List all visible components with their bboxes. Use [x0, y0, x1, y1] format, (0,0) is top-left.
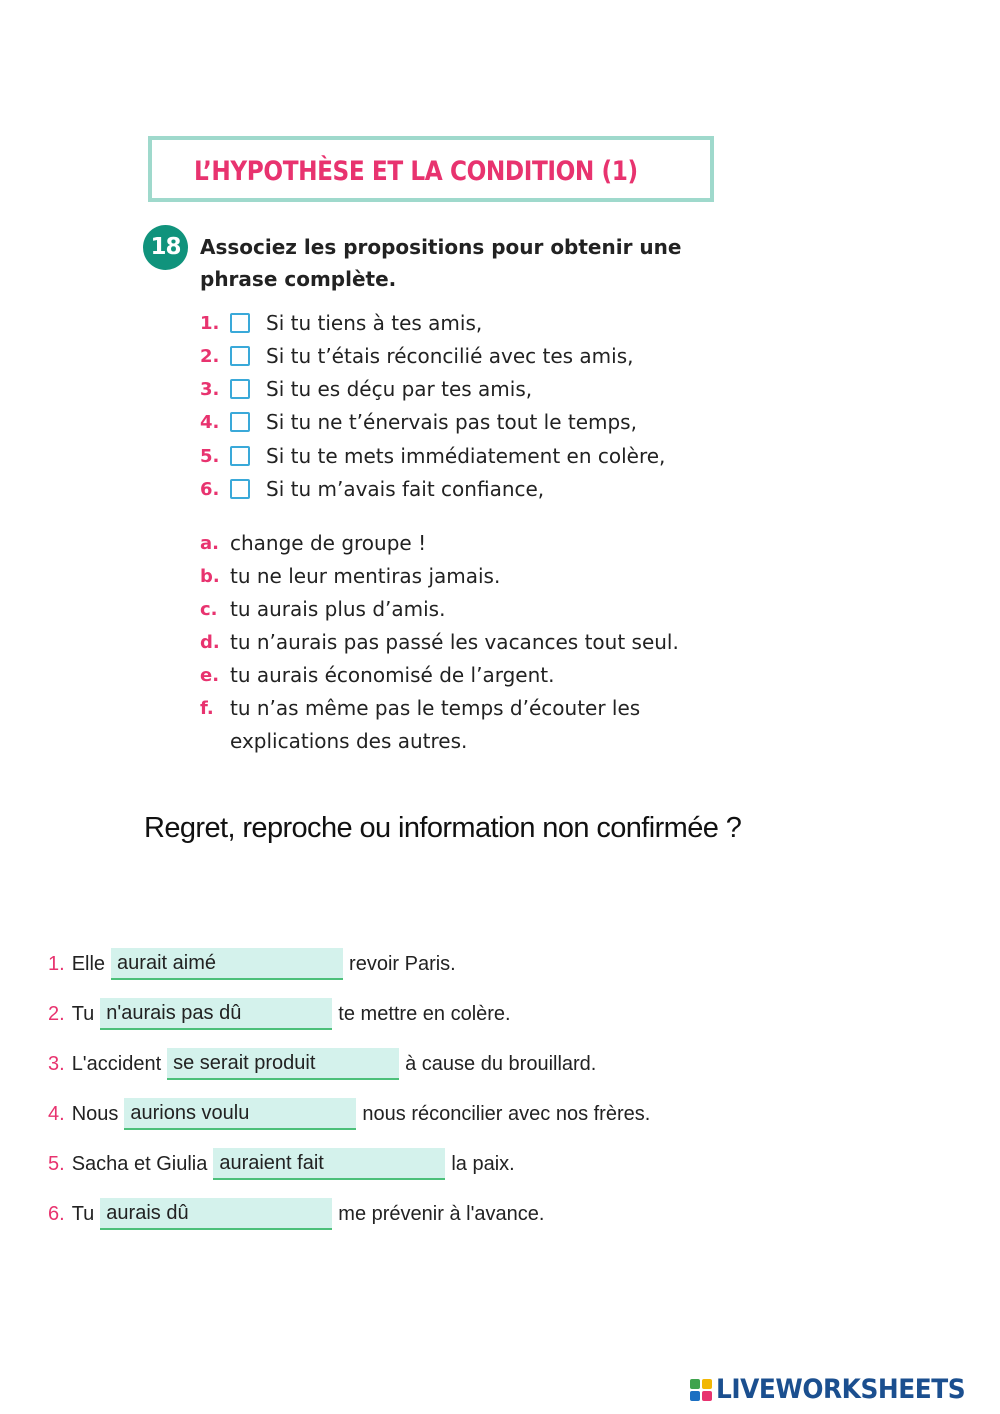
- sentence-row: [48, 997, 511, 1031]
- proposition-number: 6.: [200, 478, 220, 500]
- answer-input[interactable]: se serait produit: [167, 1048, 399, 1080]
- sentence-number: 5.: [48, 1152, 65, 1175]
- answer-checkbox[interactable]: [230, 379, 250, 399]
- proposition-number: 5.: [200, 445, 220, 467]
- sentence-number: 6.: [48, 1202, 65, 1225]
- sentence-number: 3.: [48, 1052, 65, 1075]
- consequence-text: tu aurais économisé de l’argent.: [230, 663, 555, 687]
- sentence-row: [48, 1097, 650, 1131]
- proposition-item: [200, 307, 482, 339]
- sentence-after: te mettre en colère.: [338, 1002, 511, 1025]
- consequence-letter: e.: [200, 664, 220, 686]
- sentence-after: nous réconcilier avec nos frères.: [362, 1102, 651, 1125]
- exercise-instruction: [200, 231, 720, 295]
- sentence-row: [48, 1047, 596, 1081]
- consequence-item: [200, 659, 554, 691]
- answer-input[interactable]: auraient fait: [213, 1148, 445, 1180]
- answer-checkbox[interactable]: [230, 346, 250, 366]
- sentence-after: revoir Paris.: [349, 952, 456, 975]
- sentence-after: me prévenir à l'avance.: [338, 1202, 545, 1225]
- answer-input[interactable]: aurais dû: [100, 1198, 332, 1230]
- consequence-letter: c.: [200, 598, 218, 620]
- proposition-item: [200, 440, 665, 472]
- consequence-continuation: explications des autres.: [230, 729, 468, 753]
- consequence-item: [200, 593, 445, 625]
- sentence-before: Tu: [71, 1202, 95, 1225]
- sentence-after: la paix.: [451, 1152, 515, 1175]
- page-title: L’HYPOTHÈSE ET LA CONDITION (1): [194, 156, 638, 187]
- consequence-letter: d.: [200, 631, 220, 653]
- answer-input[interactable]: aurions voulu: [124, 1098, 356, 1130]
- logo-square: [690, 1379, 700, 1389]
- answer-checkbox[interactable]: [230, 412, 250, 432]
- proposition-item: [200, 340, 634, 372]
- proposition-text: Si tu es déçu par tes amis,: [266, 377, 533, 401]
- sentence-row: [48, 1147, 515, 1181]
- answer-checkbox[interactable]: [230, 446, 250, 466]
- proposition-number: 2.: [200, 345, 220, 367]
- sentence-before: L'accident: [71, 1052, 162, 1075]
- sentence-before: Sacha et Giulia: [71, 1152, 208, 1175]
- title-box: [148, 136, 714, 202]
- brand-name: LIVEWORKSHEETS: [716, 1374, 966, 1405]
- proposition-text: Si tu t’étais réconcilié avec tes amis,: [266, 344, 634, 368]
- logo-square: [702, 1379, 712, 1389]
- answer-checkbox[interactable]: [230, 479, 250, 499]
- sentence-after: à cause du brouillard.: [405, 1052, 597, 1075]
- answer-input[interactable]: aurait aimé: [111, 948, 343, 980]
- proposition-item: [200, 373, 532, 405]
- sentence-number: 1.: [48, 952, 65, 975]
- consequence-item: [200, 626, 679, 658]
- proposition-text: Si tu ne t’énervais pas tout le temps,: [266, 410, 637, 434]
- section-title: Regret, reproche ou information non confirmée ?: [144, 812, 742, 844]
- proposition-number: 1.: [200, 312, 220, 334]
- consequence-item: [200, 560, 500, 592]
- proposition-number: 4.: [200, 411, 220, 433]
- instruction-line-1: Associez les propositions pour obtenir une: [200, 235, 682, 259]
- liveworksheets-logo-icon: [690, 1379, 712, 1401]
- consequence-letter: b.: [200, 565, 220, 587]
- exercise-number-badge: 18: [143, 225, 188, 270]
- proposition-number: 3.: [200, 378, 220, 400]
- sentence-before: Tu: [71, 1002, 95, 1025]
- instruction-line-2: phrase complète.: [200, 267, 397, 291]
- consequence-letter: a.: [200, 532, 219, 554]
- consequence-letter: f.: [200, 697, 214, 719]
- consequence-text: tu aurais plus d’amis.: [230, 597, 446, 621]
- consequence-item: [200, 527, 426, 559]
- logo-square: [690, 1391, 700, 1401]
- sentence-before: Nous: [71, 1102, 119, 1125]
- consequence-text: tu n’as même pas le temps d’écouter les: [230, 696, 641, 720]
- consequence-text: change de groupe !: [230, 531, 427, 555]
- answer-checkbox[interactable]: [230, 313, 250, 333]
- proposition-text: Si tu te mets immédiatement en colère,: [266, 444, 666, 468]
- consequence-text: tu n’aurais pas passé les vacances tout seul.: [230, 630, 679, 654]
- sentence-row: [48, 947, 456, 981]
- consequence-item: [200, 692, 640, 724]
- consequence-text: tu ne leur mentiras jamais.: [230, 564, 501, 588]
- sentence-before: Elle: [71, 952, 106, 975]
- logo-square: [702, 1391, 712, 1401]
- proposition-text: Si tu tiens à tes amis,: [266, 311, 483, 335]
- proposition-item: [200, 473, 544, 505]
- sentence-number: 4.: [48, 1102, 65, 1125]
- sentence-row: [48, 1197, 544, 1231]
- proposition-text: Si tu m’avais fait confiance,: [266, 477, 545, 501]
- brand-watermark: [690, 1374, 987, 1405]
- sentence-number: 2.: [48, 1002, 65, 1025]
- proposition-item: [200, 406, 637, 438]
- answer-input[interactable]: n'aurais pas dû: [100, 998, 332, 1030]
